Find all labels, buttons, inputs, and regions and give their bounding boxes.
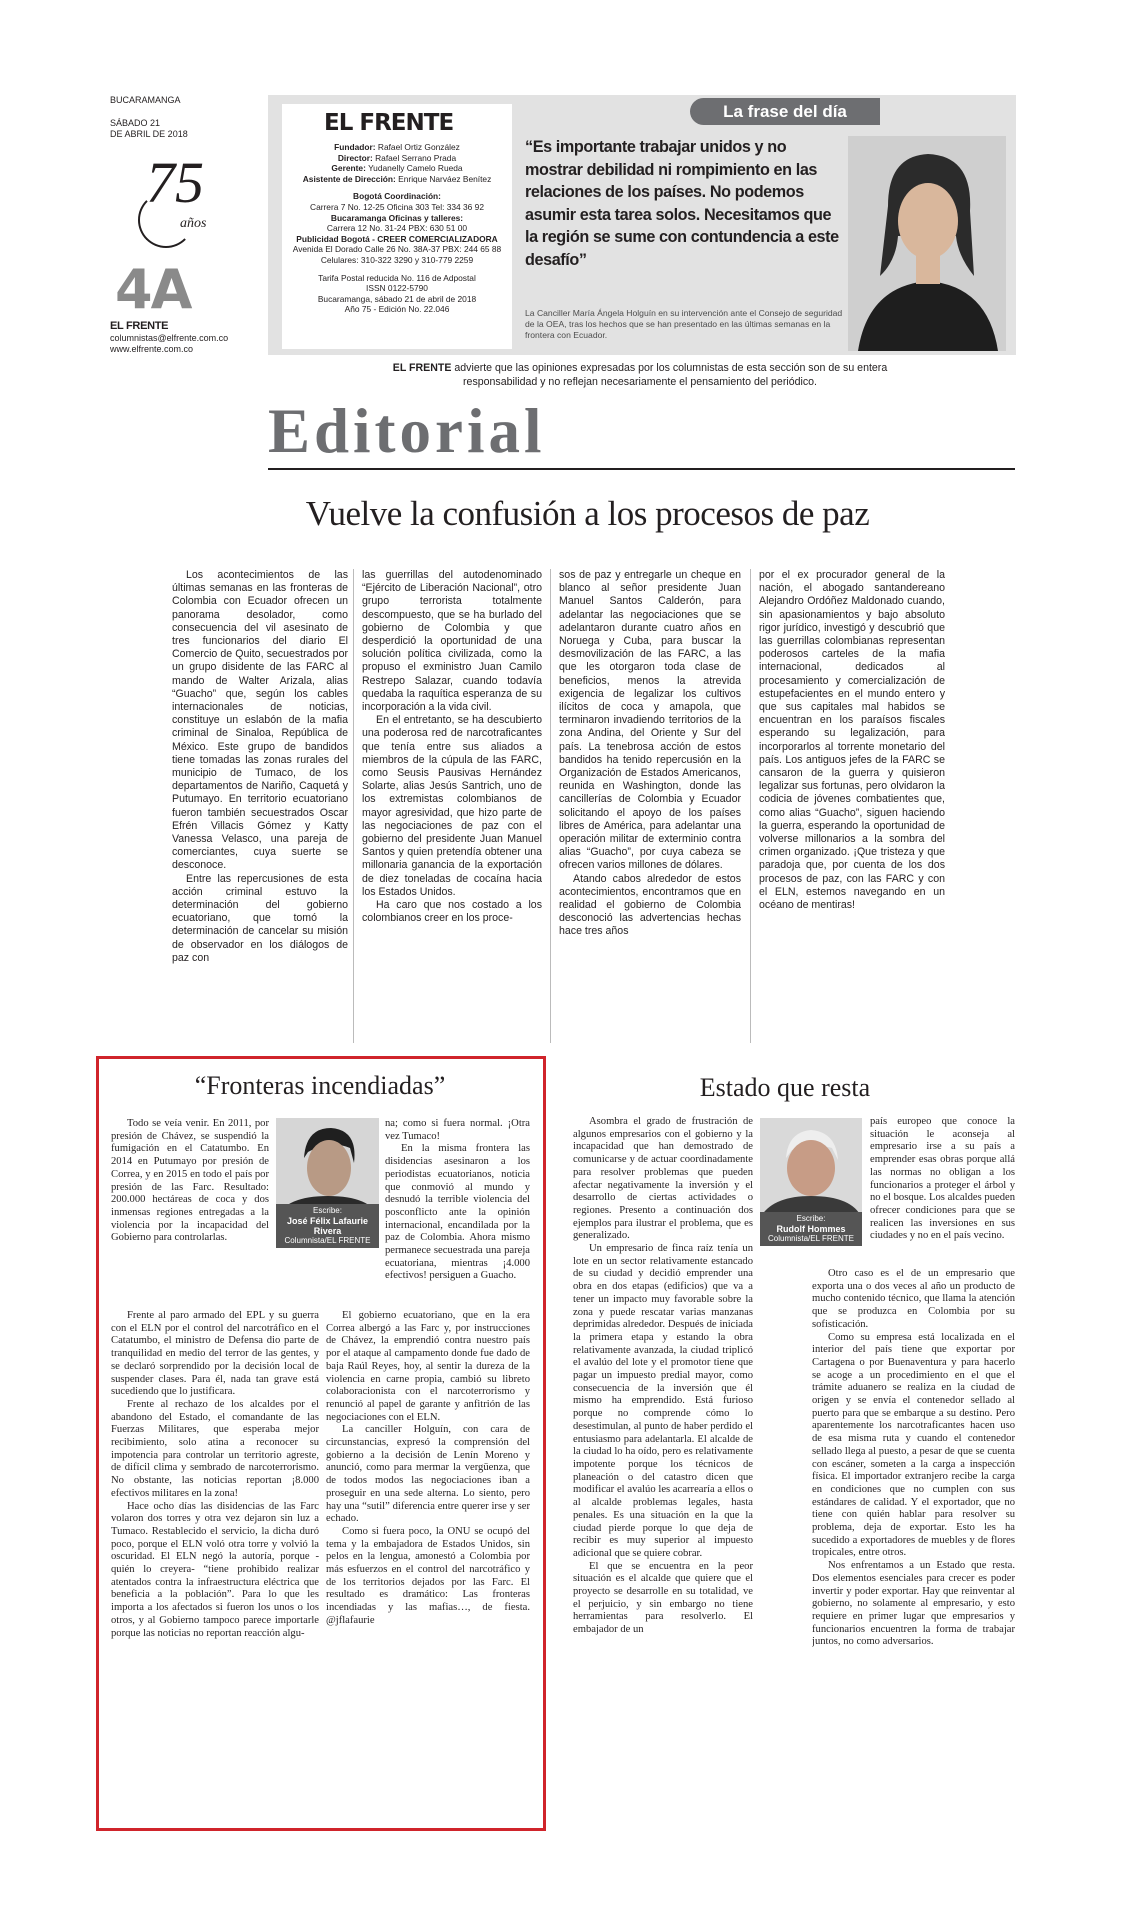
- masthead-date-line1: SÁBADO 21: [110, 118, 161, 128]
- editorial-headline: Vuelve la confusión a los procesos de paz: [305, 494, 870, 533]
- column-right-headline: Estado que resta: [699, 1073, 871, 1102]
- column-divider: [353, 569, 354, 1043]
- staff-logo: EL FRENTE: [324, 110, 454, 136]
- paragraph: Hace ocho días las disidencias de las Farc volaron dos torres y otra vez dejaron sin luz a Tumaco. Restablecido el servicio, la dicha duró poco, porque el ELN voló otra torre y volvió la oscuridad. El ELN negó la autoría, porque -quién lo creyera- “tiene prohibido realizar atentados contra la infraestructura eléctrica que beneficia a la población”. Para lo que les importa a los afectados si fueron los unos o los otros, y al Gobierno tampoco parece importarle porque las noticias no reportan reacción algu-: [111, 1500, 319, 1639]
- masthead-email: columnistas@elfrente.com.co: [110, 333, 229, 343]
- bucaramanga-address: Carrera 12 No. 31-24 PBX: 630 51 00: [326, 223, 468, 234]
- column-left-text-2b: [326, 1310, 530, 1818]
- staff-role-row: [282, 174, 512, 185]
- paragraph: Atando cabos alrededor de estos acontecimientos, encontramos que en realidad el gobierno de Colombia desconoció las advertencias hechas hace tres años: [559, 872, 741, 938]
- column-divider: [750, 569, 751, 1043]
- publicidad-address: Avenida El Dorado Calle 26 No. 38A-37 PBX: 244 65 88: [292, 244, 502, 255]
- tarifa: Tarifa Postal reducida No. 116 de Adpostal: [318, 272, 476, 283]
- author-caption: [760, 1212, 862, 1246]
- quote-photo: [848, 136, 1006, 351]
- author-label: Escribe:: [313, 1206, 342, 1215]
- paragraph: En la misma frontera las disidencias asesinaron a los periodistas ecuatorianos, noticia que conmovió al mundo y desnudó la terrible violencia del posconflicto ante la opinión internacional, encandilada por la paz de Colombia. Ahora mismo permanece secuestrada una pareja ecuatoriana, mientras ¡4.000 efectivos! persiguen a Guacho.: [385, 1143, 530, 1282]
- staff-role-name: Rafael Serrano Prada: [375, 152, 457, 163]
- paragraph: Asombra el grado de frustración de algunos empresarios con el gobierno y la incapacidad que han demostrado de comunicarse y de actuar coordinadamente para resolver problemas que pueden afectar negativamente la inversión y el desarrollo de ciertas actividades o regiones. Presento a continuación dos ejemplos para ilustrar el problema, que es generalizado.: [573, 1116, 753, 1242]
- portrait-woman-icon: [848, 136, 1006, 351]
- column-right-text-2b: [812, 1268, 1015, 1808]
- staff-role-name: Yudanelly Camelo Rueda: [368, 163, 463, 174]
- quote-text: “Es importante trabajar unidos y no mostrar debilidad ni rompimiento en las relaciones de los países. No podemos asumir esta tarea solos. Necesitamos que la región se sume con contundencia a este desafío”: [525, 138, 839, 269]
- masthead-paper-name: EL FRENTE: [110, 320, 169, 332]
- paragraph: Frente al rechazo de los alcaldes por el abandono del Estado, el comandante de las Fuerzas Militares, que esperaba mejor recibimiento, solo atina a reconocer su impotencia para controlar un territorio agreste, de difícil clima y sembrado de narcoterrorismo. No obstante, las noticias reportan ¡8.000 efectivos militares en la zona!: [111, 1398, 319, 1499]
- author-photo-hommes: [760, 1118, 862, 1246]
- author-photo-lafaurie: [276, 1118, 379, 1248]
- author-name: Rudolf Hommes: [776, 1224, 846, 1234]
- bucaramanga-title: Bucaramanga Oficinas y talleres:: [330, 212, 464, 223]
- staff-role-name: Rafael Ortiz González: [377, 142, 460, 152]
- paragraph: por el ex procurador general de la nación, el abogado santandereano Alejandro Ordóñez Maldonado cuando, sin apasionamientos y bajo absoluto rigor jurídico, investigó y descubrió que las guerrillas colombianas representan poderosos carteles de la mafia internacional, dedicados al procesamiento y comercialización de estupefacientes en el mundo entero y que sus capitales mal habidos se encuentran en los paraísos fiscales esperando su legalización, para incorporarlos al torrente monetario del país. Los antiguos jefes de la FARC se cansaron de la guerra y quisieron legalizar sus fortunas, pero olvidaron la codicia de jóvenes combatientes que, como alias “Guacho”, siguen haciendo la guerra, esperando la oportunidad de volverse millonarios a la sombra del crimen organizado. ¡Que tristeza y que paradoja que, por cuenta de los dos procesos de paz, con las FARC y con el ELN, estemos navegando en un océano de mentiras!: [759, 569, 945, 912]
- column-left-headline: “Fronteras incendiadas”: [194, 1071, 446, 1100]
- paragraph: Un empresario de finca raíz tenía un lote en un sector relativamente estancado de su ciudad y decidió emprender una obra en dos etapas (edificios) que va a tener un impacto muy favorable sobre la zona y puede rescatar varias manzanas deprimidas alrededor. Después de iniciada la primera etapa y estando la obra relativamente avanzada, la ciudad triplicó el avalúo del lote y el promotor tiene que pagar un impuesto predial mayor, como consecuencia de la inversión que él mismo ha emprendido. Está furioso porque no comprende cómo lo desestimulan, al punto de haber perdido el entusiasmo para adelantarla. El alcalde de la ciudad lo ha oído, pero es relativamente impotente porque los técnicos de planeación o del catastro dicen que modificar el avalúo les acarrearía a ellos o al alcalde problemas legales, hasta penales. Es una situación en la que la ciudad pierde porque lo que deja de recibir es muy superior al impuesto adicional que se quiere cobrar.: [573, 1243, 753, 1559]
- column-left-text-1b: [111, 1310, 319, 1818]
- column-left-text-2a: [385, 1118, 530, 1308]
- editorial-column-2: [362, 569, 542, 1045]
- paragraph: Ha caro que nos costado a los colombianos creer en los proce-: [362, 899, 542, 925]
- bogota-address: Carrera 7 No. 12-25 Oficina 303 Tel: 334 36 92: [310, 201, 484, 212]
- staff-role-label: Fundador:: [334, 142, 376, 152]
- section-title: Editorial: [268, 396, 546, 466]
- paragraph: Otro caso es el de un empresario que exporta una o dos veces al año un producto de mucho contenido técnico, que llama la atención que se produzca en Colombia por su sofisticación.: [812, 1268, 1015, 1330]
- staff-role-name: Enrique Narváez Benítez: [398, 173, 492, 184]
- quote-header: La frase del día: [690, 98, 880, 125]
- masthead-date-line2: DE ABRIL DE 2018: [110, 129, 188, 139]
- anniversary-number: 75: [146, 150, 204, 215]
- celulares: Celulares: 310-322 3290 y 310-779 2259: [320, 254, 474, 265]
- anniversary-logo: [118, 152, 228, 247]
- disclaimer-paper-name: EL FRENTE: [392, 362, 452, 374]
- paragraph: El gobierno ecuatoriano, que en la era Correa albergó a las Farc y, por instrucciones de Chávez, la emprendió contra nuestro país por el ataque al campamento donde fue dado de baja Raúl Reyes, hoy, al sentir la dureza de la violencia en carne propia, cambió su libreto colaboracionista con el narcoterrorismo y renunció al papel de garante y anfitrión de las negociaciones con el ELN.: [326, 1310, 530, 1423]
- paragraph: Como si fuera poco, la ONU se ocupó del tema y la embajadora de Estados Unidos, sin pelos en la lengua, amonestó a Colombia por más esfuerzos en el control del narcotráfico y de los territorios dejados por las Farc. El resultado es dramático: Las fronteras incendiadas y las mafias…, de fiesta. @jflafaurie: [326, 1525, 530, 1626]
- publicidad-title: Publicidad Bogotá - CREER COMERCIALIZADORA: [296, 233, 498, 244]
- edition-date: Bucaramanga, sábado 21 de abril de 2018: [317, 293, 477, 304]
- column-right-text-2a: [870, 1116, 1015, 1266]
- masthead-city: BUCARAMANGA: [110, 95, 181, 105]
- author-name: José Félix Lafaurie Rivera: [286, 1216, 369, 1236]
- paragraph: El que se encuentra en la peor situación es el alcalde que quiere que el proyecto se desarrolle en su totalidad, ve el perjuicio, y sin embargo no tiene herramientas para resolverlo. El embajador de un: [573, 1560, 753, 1636]
- staff-role-label: Asistente de Dirección:: [302, 173, 396, 184]
- paragraph: sos de paz y entregarle un cheque en blanco al señor presidente Juan Manuel Santos Calderón, para adelantar las negociaciones que se adelantaron durante cuatro años en Noruega y Cuba, para buscar la desmovilización de las FARC, a las que les otorgaron toda clase de beneficios, menos la atrevida exigencia de legalizar los cultivos ilícitos de coca y amapola, que terminaron invadiendo territorios de la zona Andina, del Oriente y Sur del país. La tenebrosa acción de estos bandidos ha tenido repercusión en la Organización de Estados Americanos, reunida en Washington, donde las cancillerías de Colombia y Ecuador solicitando el apoyo de los países libres de América, para adelantar una operación militar de exterminio contra alias “Guacho”, por cuya cabeza se ofrecen varios millones de dólares.: [559, 569, 741, 872]
- disclaimer: [355, 362, 925, 389]
- issn: ISSN 0122-5790: [366, 283, 428, 294]
- staff-role-label: Gerente:: [331, 163, 366, 174]
- paragraph: las guerrillas del autodenominado “Ejército de Liberación Nacional”, otro grupo terrorista totalmente descompuesto, que se ha burlado del gobierno de Colombia y que desperdició la oportunidad de una solución política civilizada, como la propuso el exministro Juan Camilo Restrepo Salazar, cuando todavía quedaba la raquítica esperanza de su incorporación a la vida civil.: [362, 569, 542, 714]
- quote-caption: La Canciller María Ángela Holguín en su intervención ante el Consejo de seguridad de la OEA, tras los hechos que se han presentado en las últimas semanas en la frontera con Ecuador.: [525, 308, 843, 340]
- staff-role-label: Director:: [337, 152, 373, 163]
- paragraph: Todo se veía venir. En 2011, por presión de Chávez, se suspendió la fumigación en el Catatumbo. En 2014 en Putumayo por presión de Correa, y en 2015 en todo el país por presión de las Farc. Resultado: 200.000 hectáreas de coca y dos inmensas regiones entregadas a la violencia por la incapacidad del Gobierno para controlarlas.: [111, 1118, 269, 1244]
- staff-roles: [282, 142, 512, 315]
- paragraph: En el entretanto, se ha descubierto una poderosa red de narcotraficantes que tenía entre sus aliados a miembros de la cúpula de las FARC, como Seusis Pausivas Hernández Solarte, alias Jesús Santrich, uno de los extremistas colombianos de mayor agresividad, que hizo parte de las negociaciones de paz con el gobierno del presidente Juan Manuel Santos y quien pretendía obtener una millonaria ganancia de la exportación de diez toneladas de cocaína hacia los Estados Unidos.: [362, 714, 542, 898]
- staff-role-row: [282, 163, 512, 174]
- portrait-man-icon: [760, 1118, 862, 1218]
- paragraph: Frente al paro armado del EPL y su guerra con el ELN por el control del narcotráfico en el Catatumbo, el ministro de Defensa dio parte de tranquilidad en medio del terror de las gentes, y se declaró sorprendido por la decisión local de suspender clases. Para él, nada tan grave está sucediendo que lo justificara.: [111, 1310, 319, 1398]
- section-rule: [268, 468, 1015, 470]
- column-left-text-1a: [111, 1118, 269, 1258]
- portrait-man-icon: [276, 1118, 379, 1218]
- column-divider: [550, 569, 551, 1043]
- editorial-column-1: [172, 569, 348, 1045]
- author-role: Columnista/EL FRENTE: [284, 1236, 371, 1245]
- disclaimer-text: advierte que las opiniones expresadas por los columnistas de esta sección son de su entera responsabilidad y no reflejan necesariamente el pensamiento del periódico.: [451, 362, 888, 388]
- paragraph: La canciller Holguín, con cara de circunstancias, expresó la comprensión del gobierno a la decisión de Lenín Moreno y anunció, como para mermar la vergüenza, que de todos modos las negociaciones iban a proseguir en una sede alterna. Lo siento, pero hay una “sutil” diferencia entre querer irse y ser echado.: [326, 1424, 530, 1525]
- bogota-title: Bogotá Coordinación:: [353, 191, 441, 202]
- anniversary-word: años: [180, 216, 207, 231]
- masthead-website: www.elfrente.com.co: [110, 344, 194, 354]
- author-caption: [276, 1204, 379, 1248]
- staff-role-row: [282, 153, 512, 164]
- editorial-column-3: [559, 569, 741, 1045]
- column-right-text-1: [573, 1116, 753, 1806]
- paragraph: Nos enfrentamos a un Estado que resta. Dos elementos esenciales para crecer es poder invertir y poder exportar. Hay que reinventar al gobierno, no solamente al empresario, y esto requiere en primer lugar que empresarios y funcionarios encuentren la forma de trabajar juntos, no como adversarios.: [812, 1560, 1015, 1648]
- paragraph: Como su empresa está localizada en el interior del país tiene que exportar por Cartagena o por Buenaventura y para hacerlo se acoge a un procedimiento en el que el trámite aduanero se realiza en la ciudad de origen y se envía el contenedor sellado al puerto para que se embarque a su destino. Pero aparentemente los narcotraficantes hacen uso de esa misma ruta y cuando el contenedor sellado llega al puesto, a pesar de que se cuenta con escáner, someten a la carga a inspección física. El importador extranjero recibe la carga en condiciones que no cumplen con sus estándares de calidad. Y el exportador, que no tiene con quién hablar para resolver su problema, deja de exportar. Esto les ha sucedido a exportadores de muebles y de flores tropicales, entre otros.: [812, 1331, 1015, 1559]
- edition-number: Año 75 - Edición No. 22.046: [344, 304, 450, 315]
- staff-box: [282, 104, 512, 349]
- author-role: Columnista/EL FRENTE: [768, 1234, 854, 1243]
- author-label: Escribe:: [796, 1214, 826, 1223]
- editorial-column-4: [759, 569, 945, 1045]
- paragraph: Entre las repercusiones de esta acción criminal estuvo la determinación del gobierno ecuatoriano, que tomó la determinación de cancelar su misión de observador en los diálogos de paz con: [172, 872, 348, 964]
- paragraph: Los acontecimientos de las últimas semanas en las fronteras de Colombia con Ecuador ofrecen un panorama desolador, como consecuencia del vil asesinato de tres funcionarios del diario El Comercio de Quito, secuestrados por un grupo disidente de las FARC al mando de Walter Arizala, alias “Guacho” que, según los cables internacionales de noticias, constituye un eslabón de la mafia criminal de Sinaloa, República de México. Este grupo de bandidos tiene tomadas las zonas rurales del municipio de Tumaco, de los departamentos de Nariño, Caquetá y Putumayo. En territorio ecuatoriano fueron también secuestrados Oscar Efrén Villacis Gómez y Katty Vanessa Velasco, una pareja de comerciantes, cuya suerte se desconoce.: [172, 569, 348, 872]
- staff-role-row: [282, 142, 512, 153]
- paragraph: país europeo que conoce la situación le aconseja al empresario irse a su país a emprender esas obras porque allá las normas no obligan a los funcionarios a proteger el árbol y no el bosque. Los alcaldes pueden ofrecer condiciones para que se realicen las inversiones en sus ciudades y no en el país vecino.: [870, 1116, 1015, 1242]
- paragraph: na; como si fuera normal. ¡Otra vez Tumaco!: [385, 1118, 530, 1142]
- page-number: 4A: [115, 258, 191, 321]
